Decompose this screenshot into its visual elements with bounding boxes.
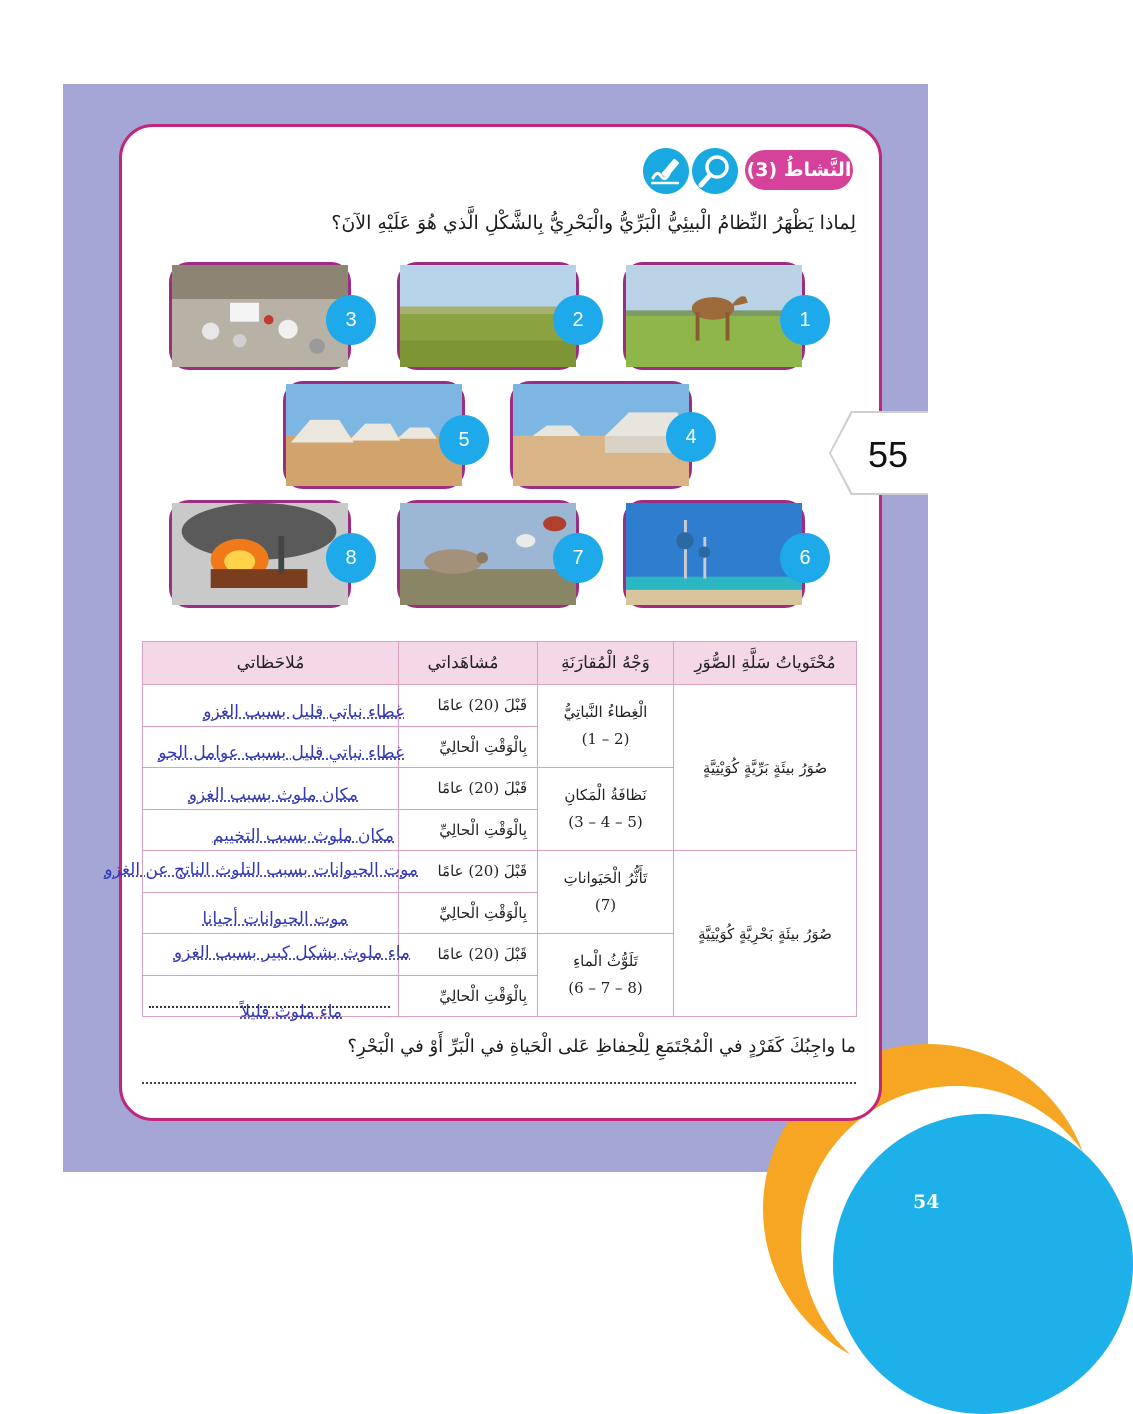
table-header-row: [143, 642, 857, 685]
aspect-photo-ref: (2 – 1): [581, 730, 630, 748]
photo-kuwait-towers: [623, 500, 805, 608]
header-notes: مُلاحَظاتي: [143, 642, 399, 685]
aspect-cell: [538, 934, 674, 1017]
aspect-photo-ref: (5 – 4 – 3): [568, 813, 643, 831]
aspect-name: الْغِطاءُ النَّباتِيُّ: [563, 703, 648, 721]
photo-number-badge: 2: [553, 295, 603, 345]
note-cell[interactable]: [143, 975, 399, 1022]
photo-burning-rig: [169, 500, 351, 608]
photo-number-badge: 8: [326, 533, 376, 583]
header-aspect: وَجْهُ الْمُقارَنَةِ: [538, 642, 674, 685]
observation-cell: بِالْوَقْتِ الْحالِيِّ: [399, 809, 538, 851]
observation-cell: قَبْلَ (20) عامًا: [399, 934, 538, 976]
activity-badge: النَّشاطُ (3): [745, 150, 853, 190]
photo-number-badge: 5: [439, 415, 489, 465]
photo-green-plain: [397, 262, 579, 370]
group-label: صُوَرُ بيئَةٍ بَحْرِيَّةٍ كُوَيْتِيَّةٍ: [674, 851, 857, 1017]
observation-cell: بِالْوَقْتِ الْحالِيِّ: [399, 975, 538, 1017]
photo-seagull: [397, 500, 579, 608]
aspect-name: نَظافَةُ الْمَكانِ: [564, 786, 647, 804]
photo-number-badge: 4: [666, 412, 716, 462]
photo-tents: [283, 381, 465, 489]
note-text: غطاء نباتي قليل بسبب الغزو: [203, 701, 404, 722]
note-text: مكان ملوث بسبب التخييم: [212, 826, 394, 846]
header-observations: مُشاهَداتي: [399, 642, 538, 685]
table-row: [143, 685, 857, 727]
note-cell[interactable]: [143, 768, 399, 810]
aspect-photo-ref: (7): [594, 896, 617, 914]
aspect-cell: [538, 685, 674, 768]
aspect-name: تَأَثُّرُ الْحَيَواناتِ: [563, 869, 648, 887]
photo-number-badge: 6: [780, 533, 830, 583]
note-text: مكان ملوث بسبب الغزو: [188, 784, 358, 805]
photo-number-badge: 3: [326, 295, 376, 345]
comparison-table: [104, 641, 857, 1022]
observation-cell: بِالْوَقْتِ الْحالِيِّ: [399, 726, 538, 768]
photo-number-badge: 7: [553, 533, 603, 583]
note-cell[interactable]: [143, 726, 404, 768]
observation-cell: قَبْلَ (20) عامًا: [399, 768, 538, 810]
observation-cell: بِالْوَقْتِ الْحالِيِّ: [399, 892, 538, 934]
note-text: ماء ملوث بشكل كبير بسبب الغزو: [173, 942, 410, 963]
final-question: ما واجِبُكَ كَفَرْدٍ في الْمُجْتَمَعِ لِلْحِفاظِ عَلى الْحَياةِ في الْبَرِّ أَوْ في الْبَحْرِ؟: [347, 1036, 856, 1057]
note-text: ماء ملوث قليلاً: [240, 1002, 342, 1022]
answer-line[interactable]: [142, 1082, 856, 1084]
aspect-cell: [538, 768, 674, 851]
note-cell[interactable]: [143, 892, 399, 934]
note-cell[interactable]: [143, 685, 404, 727]
photo-number-badge: 1: [780, 295, 830, 345]
observation-cell: قَبْلَ (20) عامًا: [399, 685, 538, 727]
page-tab-number: 55: [868, 434, 909, 475]
photo-tents: [510, 381, 692, 489]
observation-cell: قَبْلَ (20) عامًا: [399, 851, 538, 893]
note-text: موت الحيوانات بسبب التلوث الناتج عن الغزو: [104, 859, 418, 880]
note-text: موت الحيوانات أحيانا: [202, 909, 348, 929]
note-text: غطاء نباتي قليل بسبب عوامل الجو: [158, 743, 404, 763]
note-cell[interactable]: [143, 934, 410, 976]
aspect-cell: [538, 851, 674, 934]
pencil-write-icon: [643, 148, 689, 194]
photo-camel: [623, 262, 805, 370]
note-cell[interactable]: [143, 809, 399, 851]
header-group: مُحْتَوياتُ سَلَّةِ الصُّوَرِ: [674, 642, 857, 685]
note-cell[interactable]: [104, 851, 418, 893]
aspect-name: تَلَوُّثُ الْماءِ: [573, 952, 638, 970]
search-icon: [692, 148, 738, 194]
page-number: 54: [913, 1191, 940, 1213]
group-label: صُوَرُ بيئَةٍ بَرِّيَّةٍ كُوَيْتِيَّةٍ: [674, 685, 857, 851]
corner-decoration-blue: [833, 1114, 1133, 1414]
photo-garbage: [169, 262, 351, 370]
aspect-photo-ref: (8 – 7 – 6): [568, 979, 643, 997]
table-row: [143, 851, 857, 893]
activity-question: لِماذا يَظْهَرُ النِّظامُ الْبيئِيُّ الْبَرِّيُّ والْبَحْرِيُّ بِالشَّكْلِ الَّذي هُوَ عَلَيْهِ الآنَ؟: [331, 212, 856, 234]
